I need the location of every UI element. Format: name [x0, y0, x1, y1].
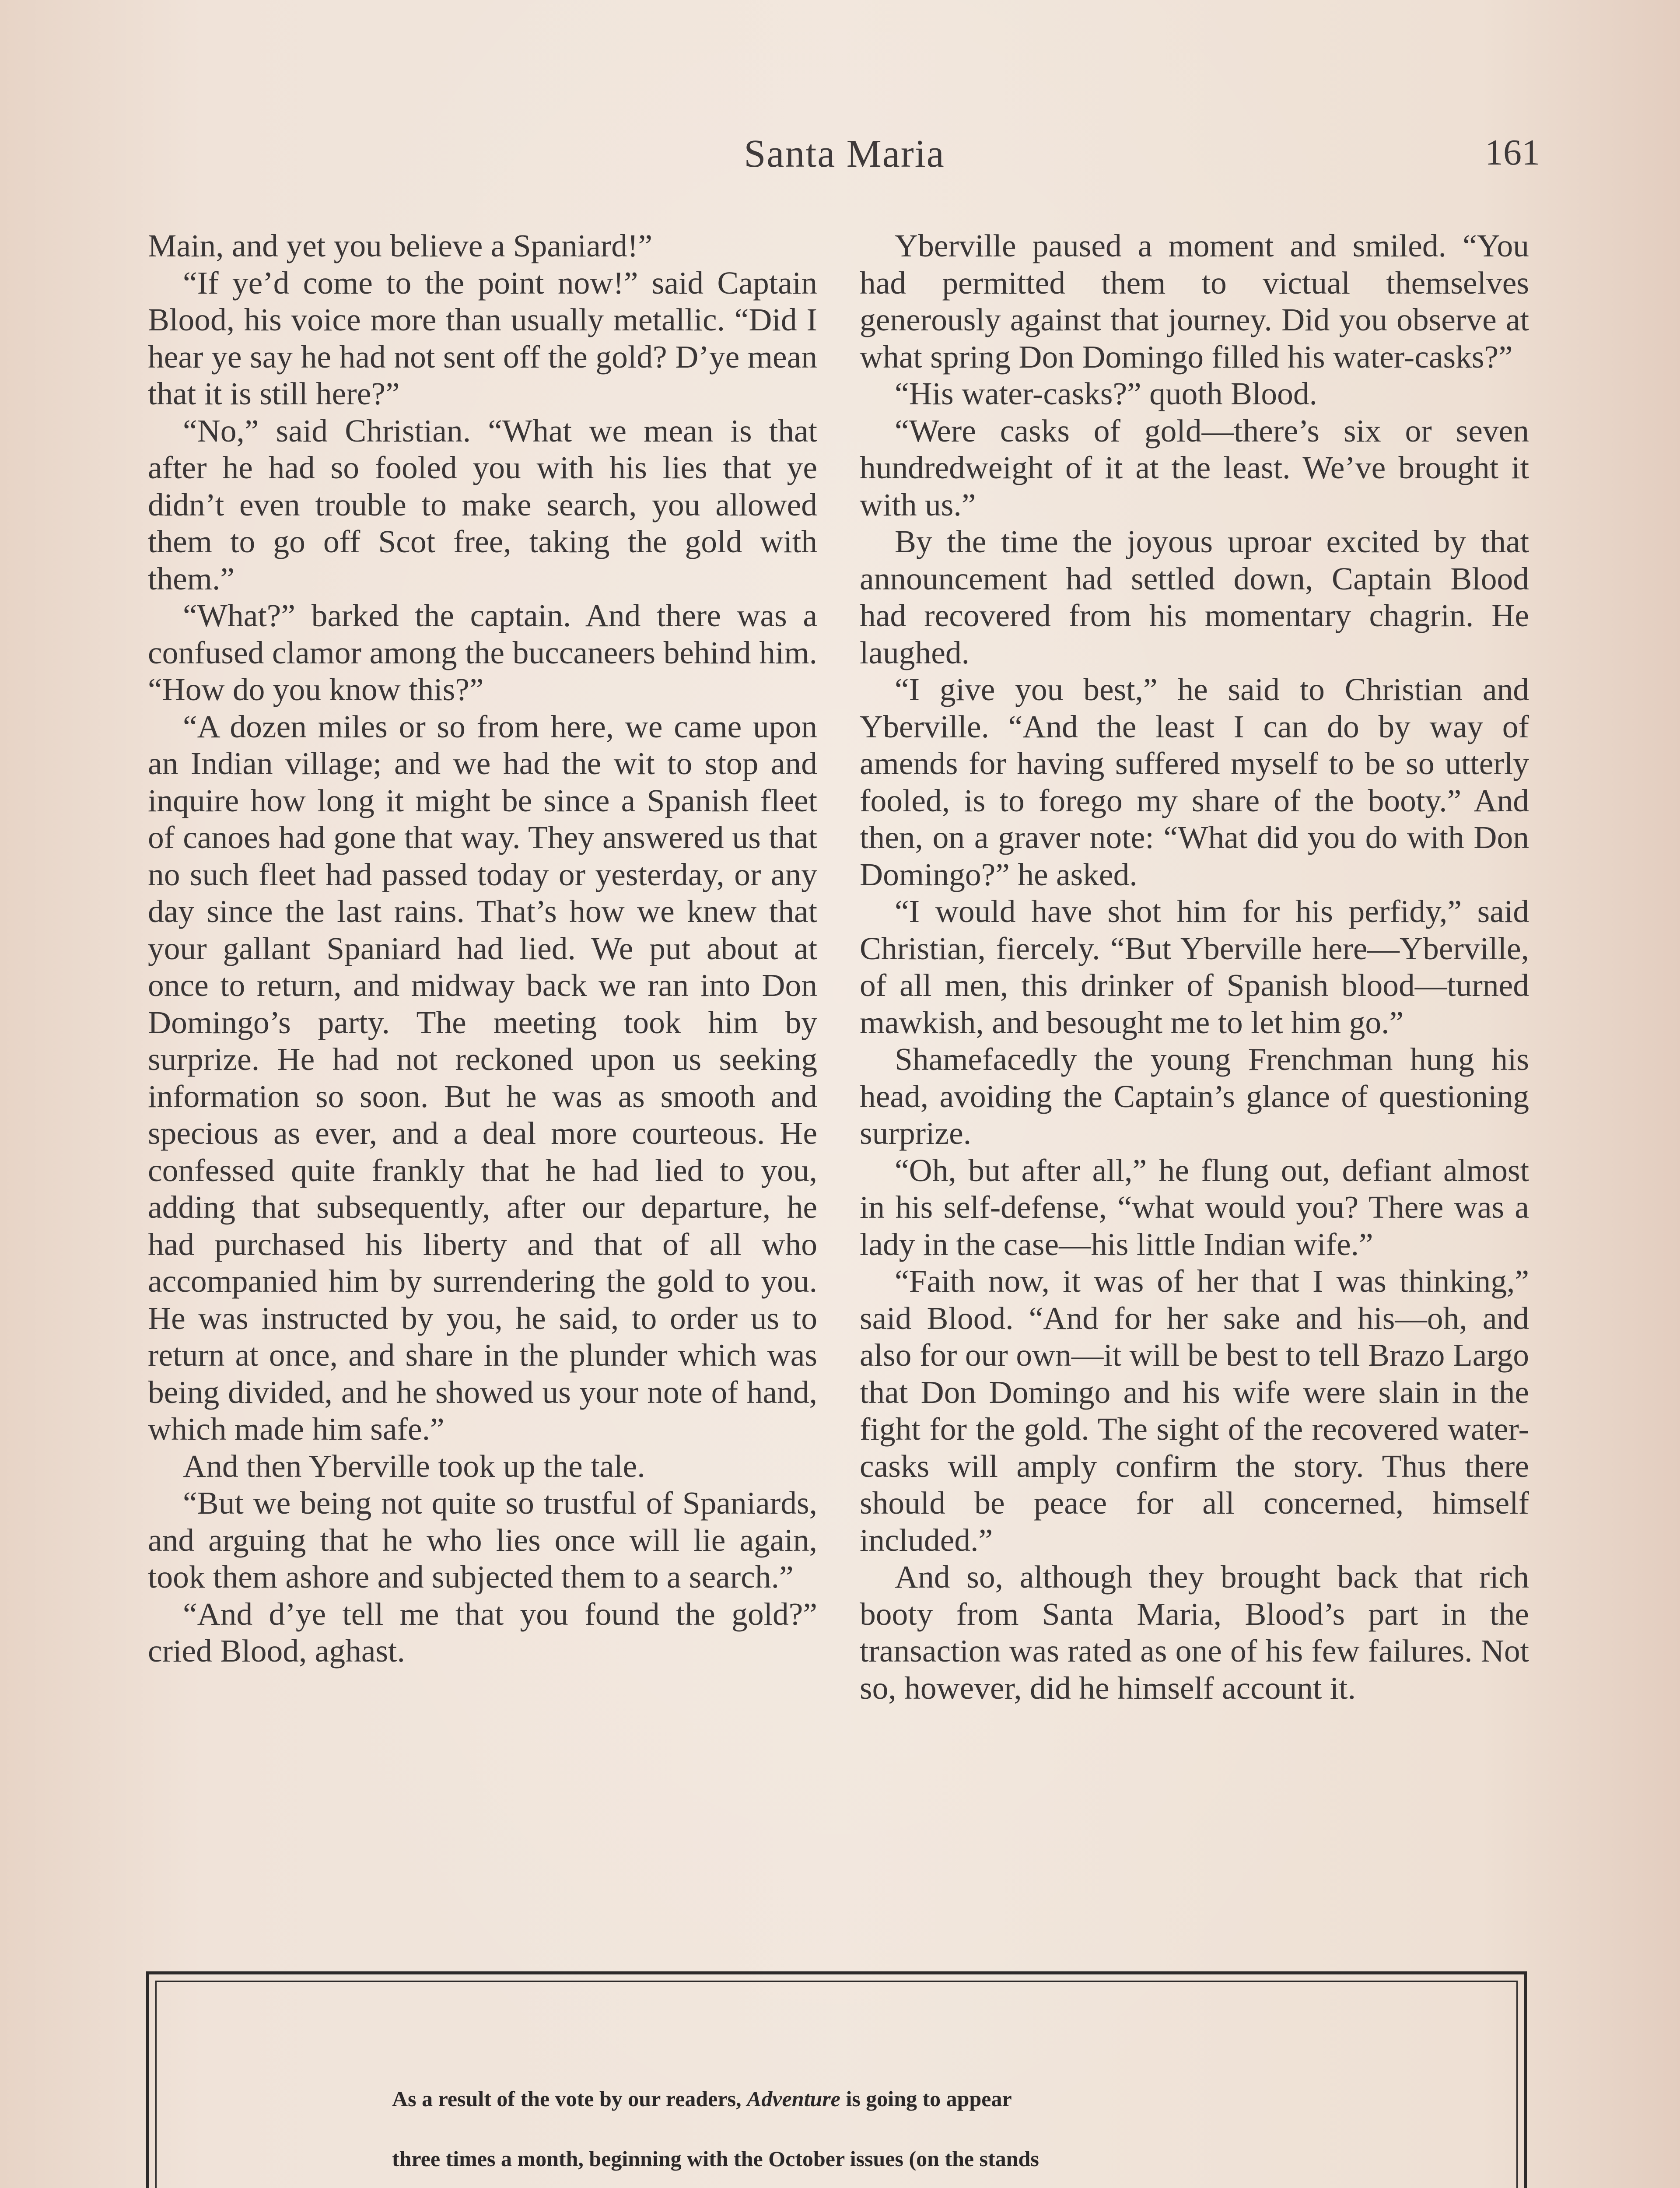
page-number: 161 — [1485, 132, 1540, 173]
paragraph: “Were casks of gold—there’s six or seven hundredweight of it at the least. We’ve brought it with us.” — [860, 413, 1529, 522]
notice-line — [392, 2086, 1311, 2146]
paragraph: “If ye’d come to the point now!” said Captain Blood, his voice more than usually metallic. “Did I hear ye say he had not sent off the gold? D’ye mean that it is still here?” — [148, 265, 817, 411]
notice-text-segment: As a result of the vote by our readers, — [392, 2086, 747, 2111]
paragraph: “A dozen miles or so from here, we came upon an Indian village; and we had the wit to stop and inquire how long it might be since a Spanish fleet of canoes had gone that way. They answered us that no such fleet had passed today or yesterday, or any day since the last rains. That’s how we knew that your gallant Spaniard had lied. We put about at once to return, and midway back we ran into Don Domingo’s party. The meeting took him by surprize. He had not reckoned upon us seeking information so soon. But he was as smooth and specious as ever, and a deal more courteous. He confessed quite frankly that he had lied to you, adding that subsequently, after our departure, he had purchased his liberty and that of all who accompanied him by surrendering the gold to you. He was instructed by you, he said, to order us to return at once, and share in the plunder which was being divided, and he showed us your note of hand, which made him safe.” — [148, 708, 817, 1447]
paragraph: “I give you best,” he said to Christian and Yberville. “And the least I can do by way of amends for having suffered myself to be so utterly fooled, is to forego my share of the booty.” And then, on a graver note: “What did you do with Don Domingo?” he asked. — [860, 672, 1529, 892]
running-title: Santa Maria — [744, 132, 945, 175]
paragraph: Shamefacedly the young Frenchman hung his head, avoiding the Captain’s glance of questioning surprize. — [860, 1041, 1529, 1151]
paragraph: “What?” barked the captain. And there was a confused clamor among the buccaneers behind him. “How do you know this?” — [148, 598, 817, 707]
paragraph: “Faith now, it was of her that I was thinking,” said Blood. “And for her sake and his—oh, and also for our own—it will be best to tell Brazo Largo that Don Domingo and his wife were slain in the fight for the gold. The sight of the recovered water-casks will amply confirm the story. Thus there should be peace for all concerned, himself included.” — [860, 1263, 1529, 1558]
notice-text-segment: is going to appear — [840, 2086, 1012, 2111]
paragraph: “But we being not quite so trustful of Spaniards, and arguing that he who lies once will lie again, took them ashore and subjected them to a search.” — [148, 1485, 817, 1595]
paragraph: And then Yberville took up the tale. — [183, 1448, 645, 1484]
left-column — [148, 228, 817, 1670]
notice-line: three times a month, beginning with the October issues (on the stands — [392, 2146, 1039, 2171]
notice-text — [392, 2086, 1311, 2188]
right-column — [860, 228, 1529, 1707]
paragraph: “I would have shot him for his perfidy,” said Christian, fiercely. “But Yberville here—Yberville, of all men, this drinker of Spanish blood—turned mawkish, and besought me to let him go.” — [860, 894, 1529, 1040]
paragraph: Yberville paused a moment and smiled. “You had permitted them to victual themselves generously against that journey. Did you observe at what spring Don Domingo filled his water-casks?” — [860, 228, 1529, 375]
publisher-notice-box — [146, 1971, 1527, 2188]
paragraph: “Oh, but after all,” he flung out, defiant almost in his self-defense, “what would you? There was a lady in the case—his little Indian wife.” — [860, 1152, 1529, 1262]
paragraph: By the time the joyous uproar excited by that announcement had settled down, Captain Blood had recovered from his momentary chagrin. He laughed. — [860, 524, 1529, 670]
paragraph: “No,” said Christian. “What we mean is that after he had so fooled you with his lies that ye didn’t even trouble to make search, you allowed them to go off Scot free, taking the gold with them.” — [148, 413, 817, 596]
magazine-name: Adventure — [747, 2086, 840, 2111]
paragraph: And so, although they brought back that rich booty from Santa Maria, Blood’s part in the transaction was rated as one of his few failures. Not so, however, did he himself account it. — [860, 1559, 1529, 1706]
paragraph: “And d’ye tell me that you found the gold?” cried Blood, aghast. — [148, 1596, 817, 1669]
page-header — [149, 131, 1540, 179]
paragraph: Main, and yet you believe a Spaniard!” — [148, 228, 653, 263]
paragraph: “His water-casks?” quoth Blood. — [895, 376, 1318, 411]
